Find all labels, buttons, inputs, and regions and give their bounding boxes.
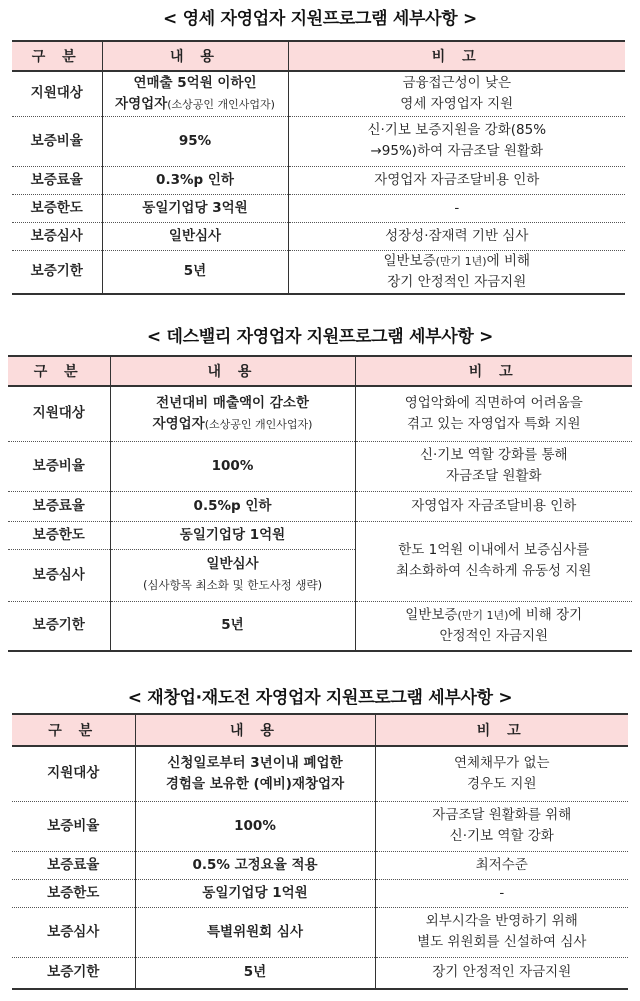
row-content: 5년 (135, 957, 375, 989)
row-note: 일반보증(만기 1년)에 비해 장기 안정적인 자금지원 (355, 601, 632, 651)
table-header-row (8, 356, 632, 386)
row-label: 지원대상 (12, 746, 135, 801)
row-note: 신·기보 역할 강화를 통해 자금조달 원활화 (355, 441, 632, 491)
row-content: 100% (110, 441, 355, 491)
table-row (12, 907, 628, 957)
table-header-row (12, 41, 625, 71)
row-label: 보증비율 (12, 116, 102, 166)
row-content: 동일기업당 3억원 (102, 194, 288, 222)
table-row (8, 491, 632, 521)
row-note: 외부시각을 반영하기 위해 별도 위원회를 신설하여 심사 (375, 907, 628, 957)
row-note: - (375, 879, 628, 907)
row-label: 보증료율 (8, 491, 110, 521)
row-note: 성장성·잠재력 기반 심사 (288, 222, 625, 250)
row-label: 지원대상 (8, 386, 110, 441)
header-content: 내 용 (135, 714, 375, 746)
row-label: 보증비율 (12, 801, 135, 851)
row-label: 보증기한 (8, 601, 110, 651)
row-label: 보증심사 (8, 549, 110, 601)
header-note: 비 고 (355, 356, 632, 386)
row-label: 보증심사 (12, 222, 102, 250)
row-label: 보증심사 (12, 907, 135, 957)
header-note: 비 고 (375, 714, 628, 746)
table-row (12, 116, 625, 166)
row-content: 연매출 5억원 이하인 자영업자(소상공인 개인사업자) (102, 71, 288, 116)
header-note: 비 고 (288, 41, 625, 71)
table-row (12, 801, 628, 851)
row-content: 일반심사 (심사항목 최소화 및 한도사정 생략) (110, 549, 355, 601)
table-row (12, 250, 625, 294)
row-content: 신청일로부터 3년이내 폐업한 경험을 보유한 (예비)재창업자 (135, 746, 375, 801)
row-content: 동일기업당 1억원 (135, 879, 375, 907)
row-note: 자영업자 자금조달비용 인하 (288, 166, 625, 194)
row-content: 동일기업당 1억원 (110, 521, 355, 549)
table-row (8, 386, 632, 441)
row-note: 장기 안정적인 자금지원 (375, 957, 628, 989)
row-content: 일반심사 (102, 222, 288, 250)
table2-title: < 데스밸리 자영업자 지원프로그램 세부사항 > (146, 327, 494, 347)
row-note: 영업악화에 직면하여 어려움을 겪고 있는 자영업자 특화 지원 (355, 386, 632, 441)
row-note: 신·기보 보증지원을 강화(85% →95%)하여 자금조달 원활화 (288, 116, 625, 166)
row-content: 0.5%p 인하 (110, 491, 355, 521)
row-label: 보증료율 (12, 166, 102, 194)
table1-title: < 영세 자영업자 지원프로그램 세부사항 > (163, 9, 477, 29)
table-row (12, 194, 625, 222)
row-note: 연체채무가 없는 경우도 지원 (375, 746, 628, 801)
row-note: 자영업자 자금조달비용 인하 (355, 491, 632, 521)
header-content: 내 용 (102, 41, 288, 71)
row-label: 보증한도 (12, 194, 102, 222)
row-note: 최저수준 (375, 851, 628, 879)
row-note-merged: 한도 1억원 이내에서 보증심사를 최소화하여 신속하게 유동성 지원 (355, 521, 632, 601)
table-row (12, 166, 625, 194)
table-small-business-program (12, 40, 625, 295)
row-content: 5년 (110, 601, 355, 651)
table-row (8, 441, 632, 491)
table-row (8, 601, 632, 651)
row-label: 보증한도 (8, 521, 110, 549)
table-restart-program (12, 713, 628, 990)
row-note: 금융접근성이 낮은 영세 자영업자 지원 (288, 71, 625, 116)
table-row (8, 521, 632, 549)
row-note: 자금조달 원활화를 위해 신·기보 역할 강화 (375, 801, 628, 851)
header-category: 구 분 (12, 714, 135, 746)
row-content: 100% (135, 801, 375, 851)
header-content: 내 용 (110, 356, 355, 386)
header-category: 구 분 (8, 356, 110, 386)
row-label: 보증기한 (12, 957, 135, 989)
row-content: 특별위원회 심사 (135, 907, 375, 957)
row-label: 보증한도 (12, 879, 135, 907)
table-header-row (12, 714, 628, 746)
row-content: 5년 (102, 250, 288, 294)
row-label: 보증료율 (12, 851, 135, 879)
table-row (12, 746, 628, 801)
row-label: 보증비율 (8, 441, 110, 491)
row-content: 전년대비 매출액이 감소한 자영업자(소상공인 개인사업자) (110, 386, 355, 441)
table-row (12, 222, 625, 250)
row-label: 보증기한 (12, 250, 102, 294)
header-category: 구 분 (12, 41, 102, 71)
table-row (12, 879, 628, 907)
row-label: 지원대상 (12, 71, 102, 116)
table-row (12, 957, 628, 989)
table3-title: < 재창업·재도전 자영업자 지원프로그램 세부사항 > (127, 688, 513, 708)
row-note: 일반보증(만기 1년)에 비해 장기 안정적인 자금지원 (288, 250, 625, 294)
table-row (12, 851, 628, 879)
row-note: - (288, 194, 625, 222)
table-row (12, 71, 625, 116)
row-content: 0.5% 고정요율 적용 (135, 851, 375, 879)
table-deathvalley-program (8, 355, 632, 652)
row-content: 95% (102, 116, 288, 166)
row-content: 0.3%p 인하 (102, 166, 288, 194)
